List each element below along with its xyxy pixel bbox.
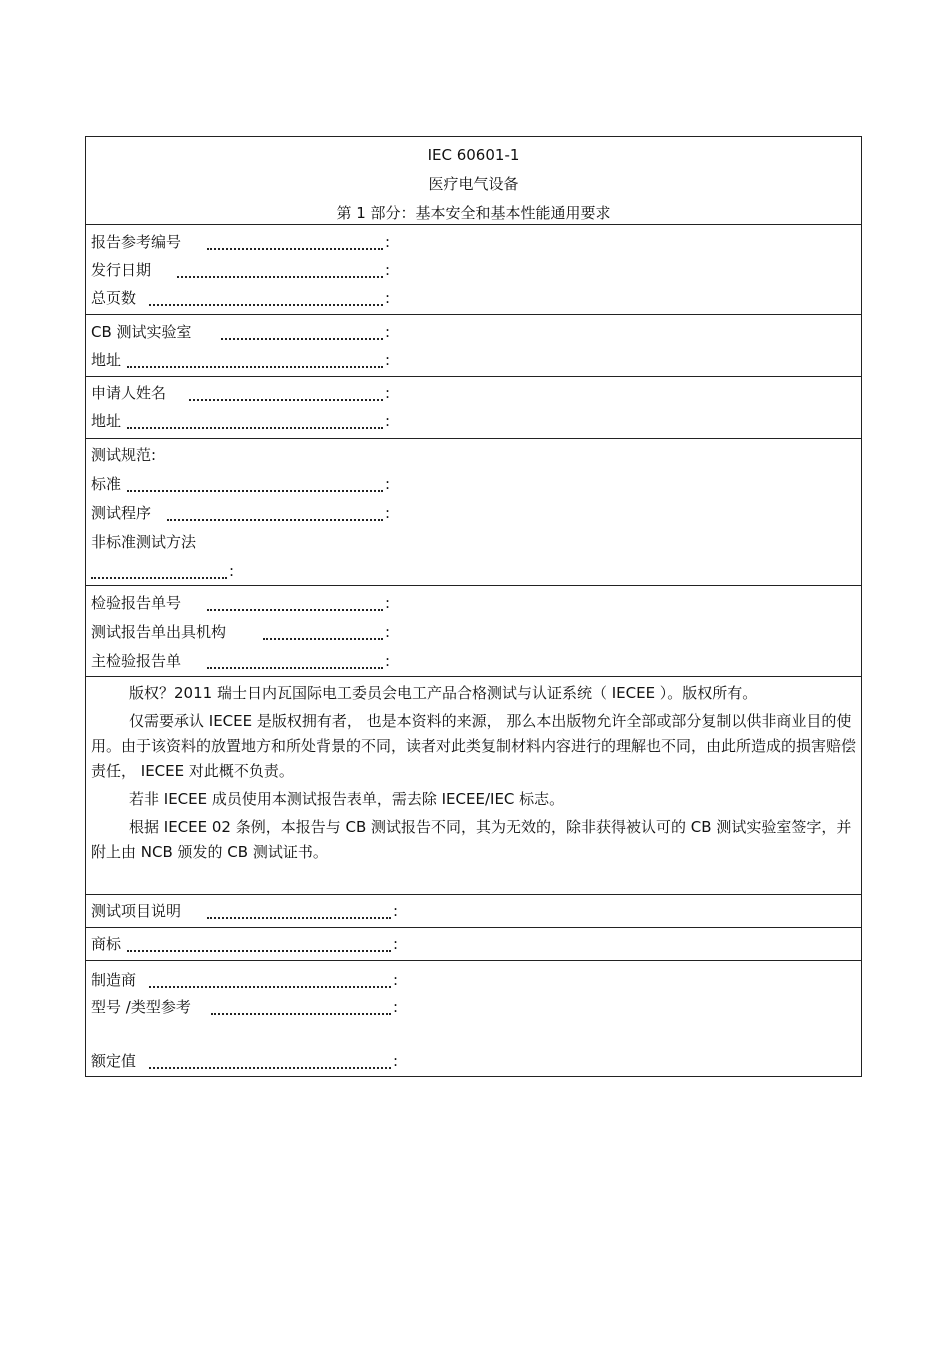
test-spec-section — [86, 438, 861, 585]
colon: : — [229, 562, 235, 580]
dot-leader — [221, 326, 383, 340]
copyright-paragraph-1: 版权？2011 瑞士日内瓦国际电工委员会电工产品合格测试与认证系统（ IECEE ）。版权所有。 — [129, 684, 758, 702]
dot-leader — [177, 264, 383, 278]
applicant-label: 申请人姓名 — [91, 384, 167, 402]
colon: : — [385, 351, 391, 369]
report-form — [85, 136, 862, 1077]
applicant-address-label: 地址 — [91, 412, 122, 430]
copyright-text — [91, 681, 857, 868]
dot-leader — [207, 655, 383, 669]
lab-address-label: 地址 — [91, 351, 122, 369]
dot-leader — [207, 905, 391, 919]
colon: : — [393, 902, 399, 920]
dot-leader — [127, 354, 383, 368]
copyright-section — [86, 676, 861, 894]
trademark-section — [86, 927, 861, 960]
colon: : — [385, 594, 391, 612]
applicant-section — [86, 376, 861, 438]
colon: : — [385, 652, 391, 670]
colon: : — [385, 623, 391, 641]
copyright-paragraph-2: 仅需要承认 IECEE 是版权拥有者， 也是本资料的来源， 那么本出版物允许全部或部分复制以供非商业目的使用。由于该资料的放置地方和所处背景的不同，读者对此类复制材料内容进行的理解也不同，由此所造成的损害赔偿责任， IECEE 对此概不负责。 — [91, 712, 857, 780]
standard-number: IEC 60601-1 — [427, 146, 520, 164]
dot-leader — [263, 626, 383, 640]
document-subtitle: 第 1 部分：基本安全和基本性能通用要求 — [336, 204, 611, 222]
dot-leader — [91, 565, 227, 579]
manufacturer-section — [86, 960, 861, 1076]
inspection-no-label: 检验报告单号 — [91, 594, 182, 612]
dot-leader — [207, 597, 383, 611]
non-standard-label: 非标准测试方法 — [91, 533, 197, 551]
dot-leader — [127, 478, 383, 492]
report-ref-label: 报告参考编号 — [91, 233, 182, 251]
colon: : — [393, 998, 399, 1016]
manufacturer-label: 制造商 — [91, 971, 137, 989]
test-procedure-label: 测试程序 — [91, 504, 152, 522]
dot-leader — [189, 387, 383, 401]
colon: : — [385, 323, 391, 341]
total-pages-label: 总页数 — [91, 289, 137, 307]
item-desc-section — [86, 894, 861, 927]
colon: : — [385, 261, 391, 279]
test-spec-label: 测试规范: — [91, 446, 157, 464]
colon: : — [385, 384, 391, 402]
colon: : — [385, 504, 391, 522]
dot-leader — [149, 292, 383, 306]
dot-leader — [207, 236, 383, 250]
dot-leader — [211, 1001, 391, 1015]
colon: : — [393, 971, 399, 989]
item-desc-label: 测试项目说明 — [91, 902, 182, 920]
standard-label: 标准 — [91, 475, 122, 493]
dot-leader — [127, 938, 391, 952]
trademark-label: 商标 — [91, 935, 122, 953]
issuing-body-label: 测试报告单出具机构 — [91, 623, 227, 641]
document-title: 医疗电气设备 — [428, 175, 519, 193]
model-label: 型号 /类型参考 — [91, 998, 191, 1016]
dot-leader — [167, 507, 383, 521]
copyright-paragraph-4: 根据 IECEE 02 条例，本报告与 CB 测试报告不同，其为无效的，除非获得被认可的 CB 测试实验室签字，并附上由 NCB 颁发的 CB 测试证书。 — [91, 818, 852, 861]
cb-lab-label: CB 测试实验室 — [91, 323, 192, 341]
dot-leader — [127, 415, 383, 429]
colon: : — [393, 1052, 399, 1070]
report-info-section — [86, 224, 861, 314]
inspection-section — [86, 585, 861, 676]
dot-leader — [149, 974, 391, 988]
cb-lab-section — [86, 314, 861, 376]
colon: : — [385, 233, 391, 251]
issue-date-label: 发行日期 — [91, 261, 152, 279]
form-header — [86, 137, 861, 224]
colon: : — [393, 935, 399, 953]
colon: : — [385, 412, 391, 430]
dot-leader — [149, 1055, 391, 1069]
master-report-label: 主检验报告单 — [91, 652, 182, 670]
copyright-paragraph-3: 若非 IECEE 成员使用本测试报告表单，需去除 IECEE/IEC 标志。 — [129, 790, 565, 808]
ratings-label: 额定值 — [91, 1052, 137, 1070]
colon: : — [385, 475, 391, 493]
colon: : — [385, 289, 391, 307]
